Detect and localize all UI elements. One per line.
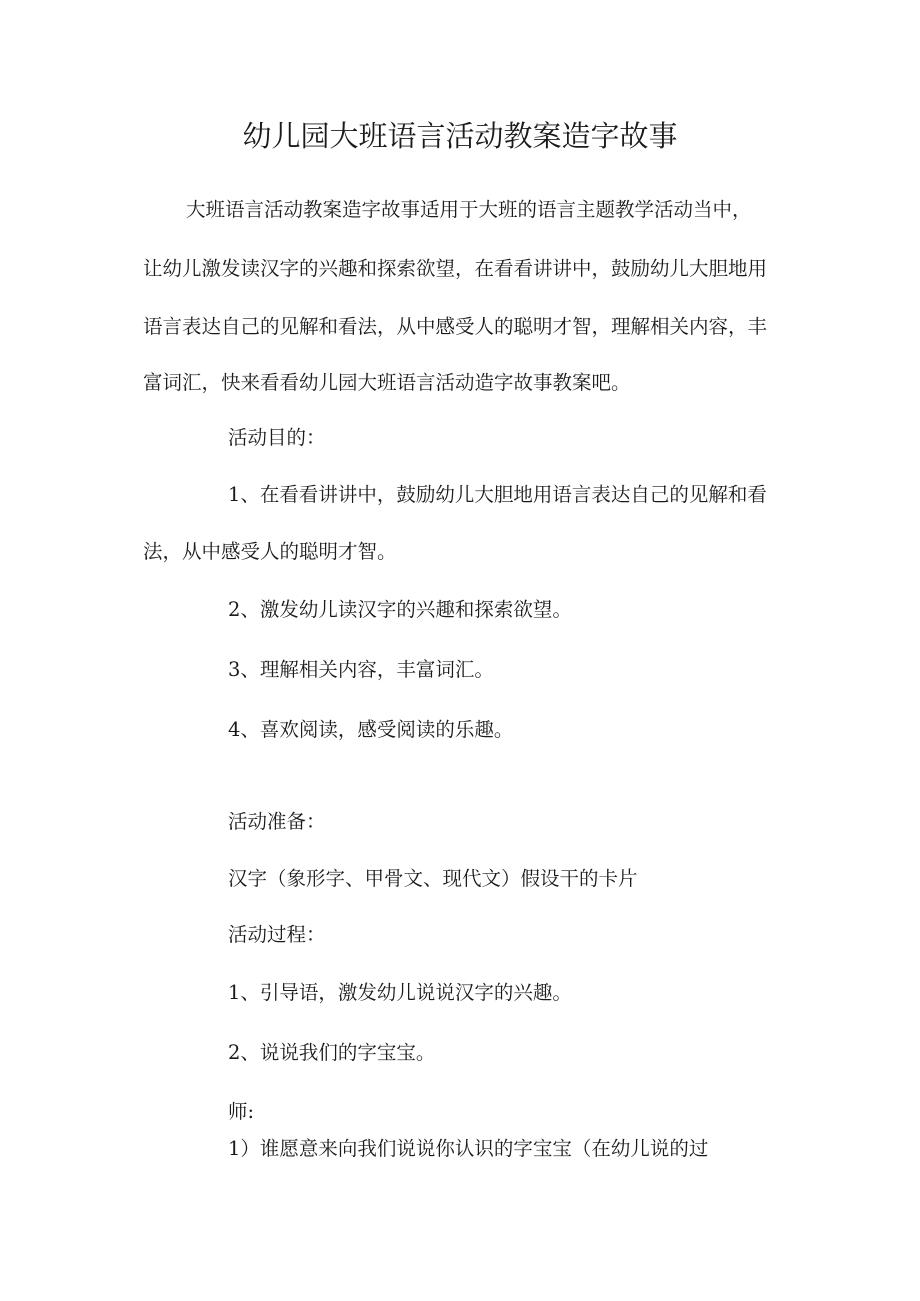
- teacher-label: 师:: [228, 1100, 255, 1123]
- goal-3: 3、理解相关内容，丰富词汇。: [228, 658, 494, 681]
- step-2: 2、说说我们的字宝宝。: [228, 1041, 436, 1064]
- intro-line-1: 大班语言活动教案造字故事适用于大班的语言主题教学活动当中，: [186, 198, 752, 221]
- prep-text: 汉字（象形字、甲骨文、现代文）假设干的卡片: [228, 867, 638, 890]
- goal-1-line-1: 1、在看看讲讲中，鼓励幼儿大胆地用语言表达自己的见解和看: [228, 483, 767, 506]
- goal-4: 4、喜欢阅读，感受阅读的乐趣。: [228, 718, 514, 741]
- goal-2: 2、激发幼儿读汉字的兴趣和探索欲望。: [228, 598, 572, 621]
- prep-heading: 活动准备：: [228, 810, 326, 833]
- goals-heading: 活动目的：: [228, 426, 326, 449]
- goal-1-line-2: 法，从中感受人的聪明才智。: [143, 540, 397, 563]
- document-title: 幼儿园大班语言活动教案造字故事: [242, 119, 678, 153]
- question-1: 1）谁愿意来向我们说说你认识的字宝宝（在幼儿说的过: [228, 1137, 709, 1160]
- intro-line-2: 让幼儿激发读汉字的兴趣和探索欲望，在看看讲讲中，鼓励幼儿大胆地用: [143, 257, 768, 280]
- intro-line-4: 富词汇，快来看看幼儿园大班语言活动造字故事教案吧。: [143, 371, 631, 394]
- process-heading: 活动过程：: [228, 923, 326, 946]
- step-1: 1、引导语，激发幼儿说说汉字的兴趣。: [228, 981, 572, 1004]
- intro-line-3: 语言表达自己的见解和看法，从中感受人的聪明才智，理解相关内容，丰: [143, 315, 768, 338]
